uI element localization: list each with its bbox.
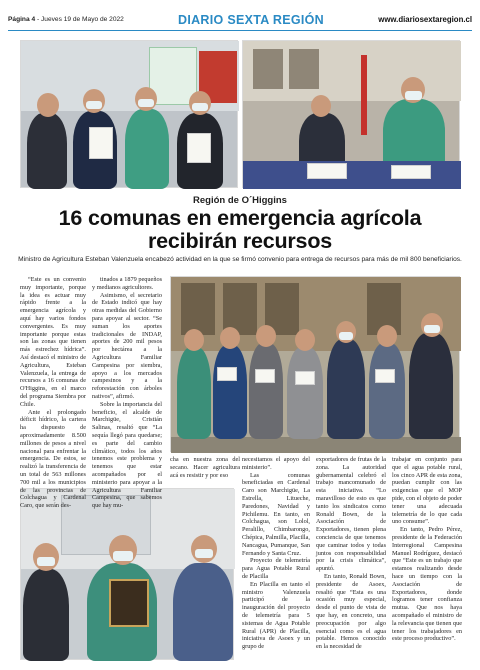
paragraph: necesitamos el apoyo del ministerio”. (242, 456, 310, 471)
paragraph: exportadores de frutas de la zona. La autoridad gubernamental celebró el trabajo mancomunado de esta iniciativa. “Lo maravilloso de esto es que tanto los sindicatos como Ronald Bown, de la Asociación de Exportadores, tienen plena conciencia de que tenemos que caminar todos y todas juntos con responsabilidad por la crisis climática”, apuntó. (316, 456, 386, 573)
headline-line-1: 16 comunas en emergencia agrícola (58, 206, 422, 230)
paragraph: Asimismo, el secretario de Estado indicó que hay otras medidas del Gobierno para apoyar al sector. “Se suman los aportes tradicionales de INDAP, aportes de 200 mil pesos por hectárea a la Agricultura Familiar Campesina por siembra, apoyo a los mercados campesinos y a la reforestación con árboles nativos”, afirmó. (92, 291, 162, 400)
photo-signing-group (20, 40, 238, 188)
article-column-3 (242, 456, 310, 662)
article-column-2-continued (170, 456, 240, 486)
masthead: DIARIO SEXTA REGIÓN (178, 13, 324, 27)
paragraph: cha en nuestra zona del secano. Hacer agricultura acá es resistir y por eso (170, 456, 240, 479)
issue-date: Jueves 19 de Mayo de 2022 (41, 16, 124, 23)
article-headline (20, 207, 460, 253)
article-column-4 (316, 456, 386, 662)
page-number: Página 4 (8, 16, 36, 23)
page-header (8, 14, 472, 28)
paragraph: Las comunas beneficiadas en Cardenal Caro son Marchigüe, La Estrella, Litueche, Paredones, Navidad y Pichilemu. En tanto, en Colchagua, son Lolol, Peralillo, Chimbarongo, Chépica, Palmilla, Placilla, Nancagua, Pumanque, San Fernando y Santa Cruz. (242, 471, 310, 557)
paragraph: En Placilla en tanto el ministro Valenzuela participó de la inauguración del proyecto de telemetría para 5 sistemas de Agua Potable Rural (APR) de Placilla, iniciativa de Asoex y un grupo de (242, 580, 310, 651)
photo-minister-signing (242, 40, 460, 188)
article-column-1 (20, 276, 86, 510)
region-kicker: Región de O´Higgins (193, 195, 287, 206)
paragraph: En tanto, Ronald Bown, presidente de Asoex, resaltó que “Esta es una ocasión muy especial, desde el punto de vista de que hay, en concreto, una preocupación por algo esencial como es el agua potable. Hemos conocido en la necesidad de (316, 572, 386, 651)
paragraph: tinados a 1879 pequeños y medianos agricultores. (92, 276, 162, 291)
website-link[interactable]: www.diariosextaregion.cl (378, 15, 472, 24)
paragraph: Proyecto de telemetría para Agua Potable Rural de Placilla (242, 557, 310, 580)
headline-line-2: recibirán recursos (147, 229, 333, 253)
paragraph: trabajar en conjunto para que el agua potable rural, los cinco APR de esta zona, puedan cumplir con las exigencias que el MOP pide, con el objeto de poder tener una adecuada telemetría de lo que cada uno consume”. (392, 456, 462, 526)
header-rule (8, 30, 472, 31)
photo-authorities-documents (170, 276, 460, 452)
page-date-line: Página 4 - Jueves 19 de Mayo de 2022 (8, 16, 124, 23)
article-subhead: Ministro de Agricultura Esteban Valenzuela encabezó actividad en la que se firmó convenio para entrega de recursos para más de mil 800 beneficiarios. (18, 256, 462, 263)
paragraph: “Este es un convenio muy importante, porque la idea es actuar muy rápido frente a la emergencia agrícola y aquí hay varios fondos convergentes. Es muy importante porque estas son las zonas que tienen más estrechez hídrica”. Así destacó el ministro de Agricultura, Esteban Valenzuela, la entrega de recursos a 16 comunas de O'Higgins, en el marco del programa Siembra por Chile. (20, 276, 86, 408)
article-column-5 (392, 456, 462, 662)
paragraph: En tanto, Pedro Pérez, presidente de la Federación Interregional Campesina Manuel Rodríguez, destacó que “Este es un trabajo que estamos realizando desde hace un tiempo con la Asociación de Exportadores, donde logramos tener confianza mutua. Que nos haya acompañado el ministro de la relevancia que tienen que tener los trabajadores en este proceso productivo”. (392, 526, 462, 643)
paragraph: Sobre la importancia del beneficio, el alcalde de Marchigüe, Cristián Salinas, resaltó que “La sequía llegó para quedarse; es parte del cambio climático, todos los años tenemos este problema y tenemos que estar acompañados por el ministerio para apoyar a la Agricultura Familiar Campesina, que sabemos que hay mu- (92, 400, 162, 510)
photo-plaque-presentation (20, 488, 234, 660)
article-column-2 (92, 276, 162, 510)
paragraph: Ante el prolongado déficit hídrico, la cartera ha dispuesto de aproximadamente 8.500 millones de pesos a nivel nacional para enfrentar la emergencia. De estos, se realizó la transferencia de un total de 563 millones 700 mil a los municipios de las provincias de Colchagua y Cardenal Caro, que serán des- (20, 408, 86, 510)
